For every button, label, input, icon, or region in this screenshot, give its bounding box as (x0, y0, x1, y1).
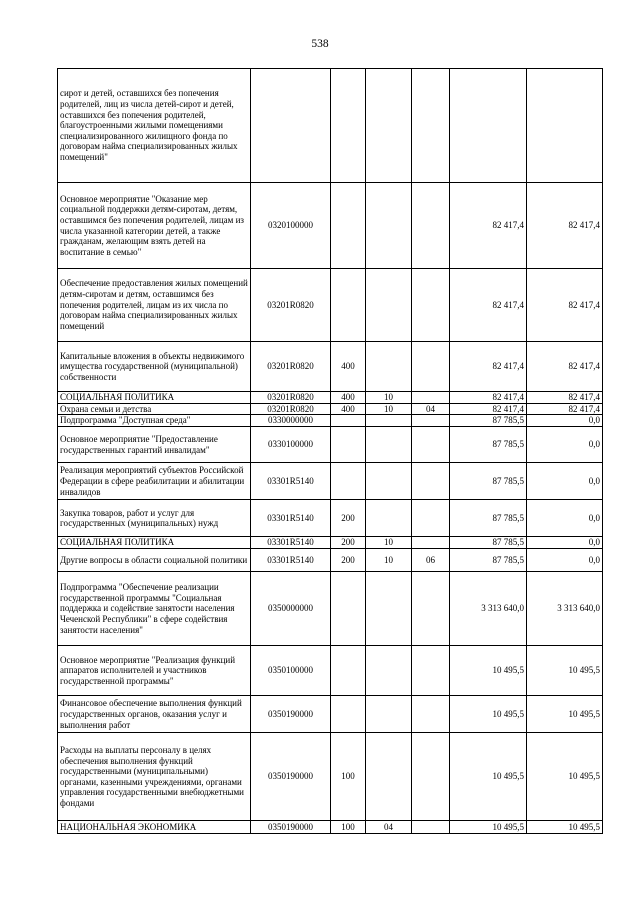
row-amount-1: 82 417,4 (450, 269, 527, 342)
row-name: Другие вопросы в области социальной политики (58, 549, 251, 572)
row-name: НАЦИОНАЛЬНАЯ ЭКОНОМИКА (58, 821, 251, 834)
row-amount-2: 0,0 (527, 537, 603, 549)
row-amount-1: 82 417,4 (450, 342, 527, 392)
row-subsection (412, 183, 450, 269)
row-amount-2: 82 417,4 (527, 269, 603, 342)
table-row (58, 342, 603, 392)
row-amount-1: 87 785,5 (450, 549, 527, 572)
row-expense-type (331, 696, 366, 733)
row-amount-1: 10 495,5 (450, 733, 527, 821)
row-amount-2: 10 495,5 (527, 646, 603, 696)
row-name: СОЦИАЛЬНАЯ ПОЛИТИКА (58, 392, 251, 404)
table-row (58, 572, 603, 646)
row-subsection (412, 342, 450, 392)
table-row (58, 696, 603, 733)
row-amount-2: 0,0 (527, 549, 603, 572)
row-name: Основное мероприятие "Предоставление государственных гарантий инвалидам" (58, 427, 251, 463)
row-name: Расходы на выплаты персоналу в целях обеспечения выполнения функций государственными (муниципальными) органами, казенными учреждениями, органами управления государственными внебюджетными фондами (58, 733, 251, 821)
row-expense-type (331, 463, 366, 500)
row-target-code: 03201R0820 (251, 269, 331, 342)
row-amount-1: 87 785,5 (450, 463, 527, 500)
row-section (366, 342, 412, 392)
row-name: Реализация мероприятий субъектов Российской Федерации в сфере реабилитации и абилитации инвалидов (58, 463, 251, 500)
row-target-code: 0350100000 (251, 646, 331, 696)
table-row (58, 427, 603, 463)
row-target-code: 0350190000 (251, 696, 331, 733)
row-expense-type: 400 (331, 403, 366, 415)
row-expense-type: 100 (331, 821, 366, 834)
row-amount-1: 87 785,5 (450, 427, 527, 463)
row-target-code: 03301R5140 (251, 537, 331, 549)
row-amount-1: 87 785,5 (450, 500, 527, 537)
row-section (366, 733, 412, 821)
row-section: 10 (366, 392, 412, 404)
row-target-code: 0350000000 (251, 572, 331, 646)
row-subsection (412, 572, 450, 646)
row-subsection (412, 537, 450, 549)
row-target-code: 03201R0820 (251, 403, 331, 415)
row-subsection (412, 415, 450, 427)
row-amount-1: 10 495,5 (450, 646, 527, 696)
row-expense-type: 200 (331, 500, 366, 537)
row-expense-type (331, 415, 366, 427)
row-target-code: 0320100000 (251, 183, 331, 269)
row-section (366, 427, 412, 463)
row-subsection (412, 269, 450, 342)
row-section (366, 183, 412, 269)
row-name: Закупка товаров, работ и услуг для государственных (муниципальных) нужд (58, 500, 251, 537)
row-target-code: 0350190000 (251, 821, 331, 834)
table-row (58, 549, 603, 572)
row-amount-1: 87 785,5 (450, 415, 527, 427)
row-subsection (412, 821, 450, 834)
table-row (58, 821, 603, 834)
row-amount-2: 82 417,4 (527, 183, 603, 269)
row-expense-type (331, 427, 366, 463)
row-expense-type: 100 (331, 733, 366, 821)
row-expense-type (331, 269, 366, 342)
row-target-code: 0350190000 (251, 733, 331, 821)
row-expense-type (331, 183, 366, 269)
row-amount-2: 10 495,5 (527, 696, 603, 733)
table-row (58, 183, 603, 269)
row-expense-type: 400 (331, 342, 366, 392)
row-section (366, 415, 412, 427)
row-target-code: 03301R5140 (251, 500, 331, 537)
row-section (366, 696, 412, 733)
row-expense-type: 200 (331, 537, 366, 549)
row-subsection (412, 696, 450, 733)
row-target-code: 03201R0820 (251, 342, 331, 392)
row-amount-2: 3 313 640,0 (527, 572, 603, 646)
page-number: 538 (311, 38, 329, 50)
row-section (366, 69, 412, 183)
row-target-code: 03201R0820 (251, 392, 331, 404)
table-row (58, 537, 603, 549)
row-name: Охрана семьи и детства (58, 403, 251, 415)
row-subsection: 04 (412, 403, 450, 415)
row-name: СОЦИАЛЬНАЯ ПОЛИТИКА (58, 537, 251, 549)
row-target-code: 0330100000 (251, 427, 331, 463)
row-target-code: 03301R5140 (251, 549, 331, 572)
row-name: Подпрограмма "Доступная среда" (58, 415, 251, 427)
row-amount-1: 82 417,4 (450, 183, 527, 269)
row-name: Финансовое обеспечение выполнения функций государственных органов, оказания услуг и выполнения работ (58, 696, 251, 733)
table-row (58, 403, 603, 415)
row-expense-type (331, 69, 366, 183)
table-row (58, 463, 603, 500)
row-section: 10 (366, 537, 412, 549)
row-section (366, 646, 412, 696)
row-subsection (412, 69, 450, 183)
row-expense-type: 400 (331, 392, 366, 404)
row-amount-2: 10 495,5 (527, 733, 603, 821)
row-amount-2: 0,0 (527, 415, 603, 427)
row-subsection (412, 427, 450, 463)
row-amount-1: 82 417,4 (450, 403, 527, 415)
budget-table (57, 68, 603, 834)
table-row (58, 415, 603, 427)
row-target-code: 0330000000 (251, 415, 331, 427)
row-target-code: 03301R5140 (251, 463, 331, 500)
row-amount-1: 10 495,5 (450, 696, 527, 733)
row-amount-2: 0,0 (527, 463, 603, 500)
row-subsection (412, 463, 450, 500)
row-amount-2: 0,0 (527, 427, 603, 463)
table-row (58, 269, 603, 342)
row-section (366, 269, 412, 342)
table-row (58, 733, 603, 821)
row-expense-type: 200 (331, 549, 366, 572)
row-name: Капитальные вложения в объекты недвижимого имущества государственной (муниципальной) собственности (58, 342, 251, 392)
row-amount-2: 82 417,4 (527, 403, 603, 415)
row-section (366, 500, 412, 537)
row-amount-2: 82 417,4 (527, 392, 603, 404)
table-row (58, 69, 603, 183)
row-section: 04 (366, 821, 412, 834)
row-name: Подпрограмма "Обеспечение реализации государственной программы "Социальная поддержка и содействие занятости населения Чеченской Республики" в сфере содействия занятости населения" (58, 572, 251, 646)
row-subsection (412, 646, 450, 696)
table-row (58, 646, 603, 696)
row-section (366, 572, 412, 646)
row-subsection (412, 392, 450, 404)
row-target-code (251, 69, 331, 183)
row-amount-1: 82 417,4 (450, 392, 527, 404)
row-section (366, 463, 412, 500)
table-row (58, 392, 603, 404)
row-amount-2: 82 417,4 (527, 342, 603, 392)
row-amount-2 (527, 69, 603, 183)
row-amount-1: 10 495,5 (450, 821, 527, 834)
row-subsection (412, 500, 450, 537)
row-section: 10 (366, 403, 412, 415)
row-amount-1: 3 313 640,0 (450, 572, 527, 646)
row-name: Основное мероприятие "Оказание мер социальной поддержки детям-сиротам, детям, оставшимся без попечения родителей, лицам из числа указанной категории детей, а также гражданам, желающим взять детей на воспитание в семью" (58, 183, 251, 269)
row-amount-2: 10 495,5 (527, 821, 603, 834)
row-name: сирот и детей, оставшихся без попечения родителей, лиц из числа детей-сирот и детей, оставшихся без попечения родителей, благоустроенными жилыми помещениями специализированного жилищного фонда по договорам найма специализированных жилых помещений" (58, 69, 251, 183)
row-amount-1: 87 785,5 (450, 537, 527, 549)
row-subsection (412, 733, 450, 821)
row-amount-1 (450, 69, 527, 183)
row-amount-2: 0,0 (527, 500, 603, 537)
row-expense-type (331, 646, 366, 696)
row-subsection: 06 (412, 549, 450, 572)
row-name: Обеспечение предоставления жилых помещений детям-сиротам и детям, оставшимся без попечения родителей, лицам из их числа по договорам найма специализированных жилых помещений (58, 269, 251, 342)
row-name: Основное мероприятие "Реализация функций аппаратов исполнителей и участников государственной программы" (58, 646, 251, 696)
row-section: 10 (366, 549, 412, 572)
table-row (58, 500, 603, 537)
row-expense-type (331, 572, 366, 646)
